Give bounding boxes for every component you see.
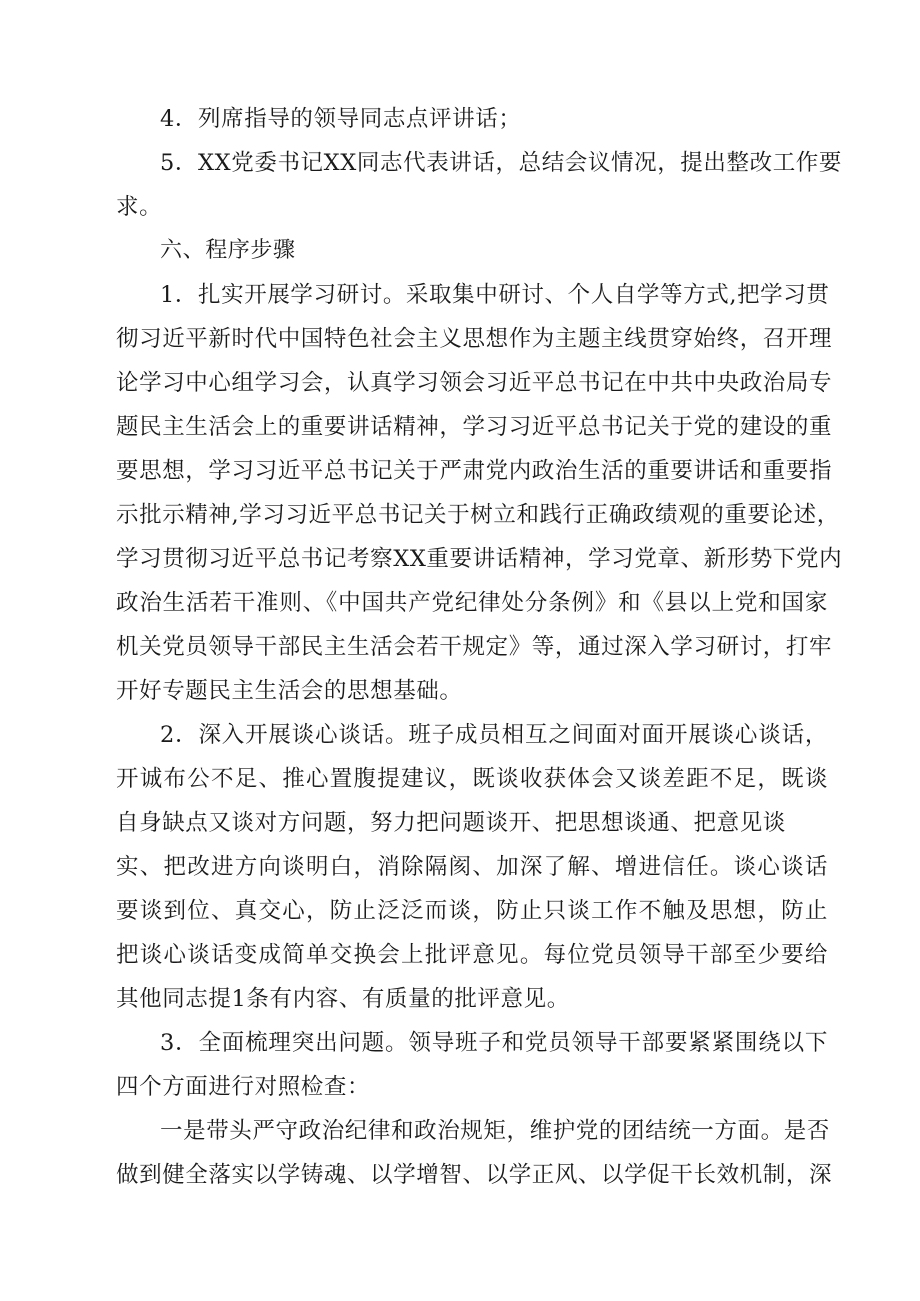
step-1-line: 示批示精神,学习习近平总书记关于树立和践行正确政绩观的重要论述，	[116, 502, 840, 528]
step-2-line: 把谈心谈话变成简单交换会上批评意见。每位党员领导干部至少要给	[116, 942, 828, 968]
aspect-1-line: 一是带头严守政治纪律和政治规矩，维护党的团结统一方面。是否	[160, 1118, 830, 1144]
step-1-line: 开好专题民主生活会的思想基础。	[116, 678, 463, 704]
section-heading: 六、程序步骤	[160, 238, 296, 263]
step-3-line: 四个方面进行对照检查：	[116, 1074, 371, 1100]
step-1-line: 1．扎实开展学习研讨。采取集中研讨、个人自学等方式,把学习贯	[160, 282, 830, 308]
step-2-line: 2．深入开展谈心谈话。班子成员相互之间面对面开展谈心谈话，	[160, 722, 828, 748]
aspect-1-line: 做到健全落实以学铸魂、以学增智、以学正风、以学促干长效机制，深	[116, 1162, 833, 1188]
step-2-line: 要谈到位、真交心，防止泛泛而谈，防止只谈工作不触及思想，防止	[116, 898, 828, 924]
step-2-line: 其他同志提1条有内容、有质量的批评意见。	[116, 986, 570, 1012]
step-1-line: 要思想，学习习近平总书记关于严肃党内政治生活的重要讲话和重要指	[116, 458, 833, 484]
step-2-line: 开诚布公不足、推心置腹提建议，既谈收获体会又谈差距不足，既谈	[116, 766, 828, 792]
step-1-line: 机关党员领导干部民主生活会若干规定》等，通过深入学习研讨，打牢	[116, 634, 833, 660]
step-2-line: 自身缺点又谈对方问题，努力把问题谈开、把思想谈通、把意见谈	[116, 810, 786, 836]
program-item-5: 5．XX党委书记XX同志代表讲话，总结会议情况，提出整改工作要	[160, 150, 842, 176]
step-3-line: 3．全面梳理突出问题。领导班子和党员领导干部要紧紧围绕以下	[160, 1030, 828, 1056]
step-1-line: 题民主生活会上的重要讲话精神，学习习近平总书记关于党的建设的重	[116, 414, 833, 440]
program-item-4: 4．列席指导的领导同志点评讲话；	[160, 106, 522, 132]
step-1-line: 彻习近平新时代中国特色社会主义思想作为主题主线贯穿始终，召开理	[116, 326, 833, 352]
step-1-line: 学习贯彻习近平总书记考察XX重要讲话精神，学习党章、新形势下党内	[116, 546, 843, 572]
step-1-line: 论学习中心组学习会，认真学习领会习近平总书记在中共中央政治局专	[116, 370, 833, 396]
program-item-5-cont: 求。	[116, 194, 163, 220]
step-2-line: 实、把改进方向谈明白，消除隔阂、加深了解、增进信任。谈心谈话	[116, 854, 828, 880]
step-1-line: 政治生活若干准则、《中国共产党纪律处分条例》和《县以上党和国家	[116, 590, 828, 616]
